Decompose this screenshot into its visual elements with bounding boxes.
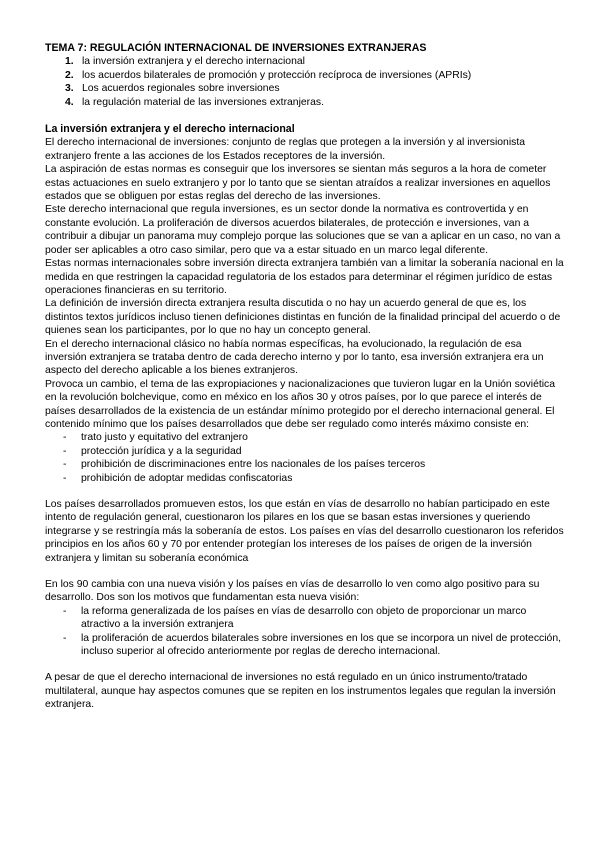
list-item [63,632,565,659]
dash-bullet: - [63,432,67,444]
list-item [63,445,565,458]
topic-item [65,69,565,82]
topic-text: Los acuerdos regionales sobre inversiones [82,83,280,95]
topic-number: 3. [65,83,74,95]
paragraph: El derecho internacional de inversiones: conjunto de reglas que protegen a la inversión y al inversionista extranjero frente a las acciones de los Estados receptores de la inversión. [45,137,525,162]
paragraph: Los países desarrollados promueven estos, los que están en vías de desarrollo no habían participado en este intento de regulación general, cuestionaron los pilares en los que se basan estas inversiones y queriendo integrarse y se restringía más la soberanía de estos. Los países en vías del desarrollo cuestionaron los referidos principios en los años 60 y 70 por entender protegían los intereses de los países de origen de la inversión extranjera y limitan su soberanía económica [45,499,564,564]
dash-bullet: - [63,605,67,617]
dash-bullet: - [63,472,67,484]
section-heading: La inversión extranjera y el derecho internacional [45,123,295,136]
paragraph: Este derecho internacional que regula inversiones, es un sector donde la normativa es controvertida y en constante evolución. La proliferación de diversos acuerdos bilaterales, de protección e inversiones, van a contribuir a dibujar un panorama muy complejo porque las soluciones que se van a aplicar en un caso, no van a poder ser aplicables a otro caso similar, pero que va a estar situado en un marco legal diferente. [45,204,561,256]
paragraph: En el derecho internacional clásico no había normas específicas, ha evolucionado, la regulación de esa inversión extranjera se trataba dentro de cada derecho interno y por lo tanto, esa inversión extranjera era un aspecto del derecho aplicable a los bienes extranjeros. [45,338,544,377]
list-item [63,605,565,632]
list-item [63,458,565,471]
dash-bullet: - [63,632,67,644]
spacer [45,565,565,578]
topic-text: la inversión extranjera y el derecho internacional [82,56,305,68]
list-item [63,472,565,485]
topic-number: 1. [65,56,74,68]
list-item [63,431,565,444]
topic-item [65,96,565,109]
dash-bullet: - [63,459,67,471]
list-item-text: la proliferación de acuerdos bilaterales sobre inversiones en los que se incorpora un nivel de protección, incluso superior al ofrecido anteriormente por reglas de derecho internacional. [81,632,561,658]
dash-bullet: - [63,445,67,457]
paragraph: A pesar de que el derecho internacional de inversiones no está regulado en un único instrumento/tratado multilateral, aunque hay aspectos comunes que se repiten en los instrumentos legales que regulan la inversión extranjera. [45,672,556,711]
spacer [45,485,565,498]
topic-item [65,55,565,68]
document-page [45,42,565,712]
list-item-text: protección jurídica y a la seguridad [81,445,242,457]
motives-list [45,605,565,659]
topic-item [65,82,565,95]
spacer [45,658,565,671]
topic-text: la regulación material de las inversiones extranjeras. [82,96,324,108]
paragraph: La definición de inversión directa extranjera resulta discutida o no hay un acuerdo general de que es, los distintos textos jurídicos incluso tienen definiciones distintas en función de la finalidad principal del acuerdo o de quienes sean los participantes, por lo que no hay un concepto general. [45,298,561,337]
topic-number: 2. [65,69,74,81]
minimum-standard-list [45,431,565,485]
list-item-text: prohibición de discriminaciones entre los nacionales de los países terceros [81,459,426,471]
paragraph: Provoca un cambio, el tema de las expropiaciones y nacionalizaciones que tuvieron lugar en la Unión soviética en la revolución bolchevique, como en méxico en los años 30 y otros países, por lo que parece el interés de países desarrollados de la existencia de un estándar mínimo protegido por el derecho internacional general. El contenido mínimo que los países desarrollados que debe ser regulado como interés máximo consiste en: [45,378,556,430]
paragraph: La aspiración de estas normas es conseguir que los inversores se sientan más seguros a la hora de cometer estas actuaciones en suelo extranjero y por lo tanto que se sientan atraídos a realizar inversiones en aquellos estados que se obliguen por estas reglas del derecho de las inversiones. [45,164,551,203]
topic-text: los acuerdos bilaterales de promoción y protección recíproca de inversiones (APRIs) [82,69,472,81]
topic-list [45,55,565,109]
paragraph: En los 90 cambia con una nueva visión y los países en vías de desarrollo lo ven como algo positivo para su desarrollo. Dos son los motivos que fundamentan esta nueva visión: [45,579,540,604]
paragraph: Estas normas internacionales sobre inversión directa extranjera también van a limitar la soberanía nacional en la medida en que restringen la capacidad regulatoria de los estados para determinar el régimen jurídico de estas operaciones financieras en su territorio. [45,258,564,296]
topic-number: 4. [65,96,74,108]
list-item-text: la reforma generalizada de los países en vías de desarrollo con objeto de proporcionar un marco atractivo a la inversión extranjera [81,605,527,631]
list-item-text: trato justo y equitativo del extranjero [81,432,248,444]
list-item-text: prohibición de adoptar medidas confiscatorias [81,472,293,484]
document-title: TEMA 7: REGULACIÓN INTERNACIONAL DE INVERSIONES EXTRANJERAS [45,42,427,54]
